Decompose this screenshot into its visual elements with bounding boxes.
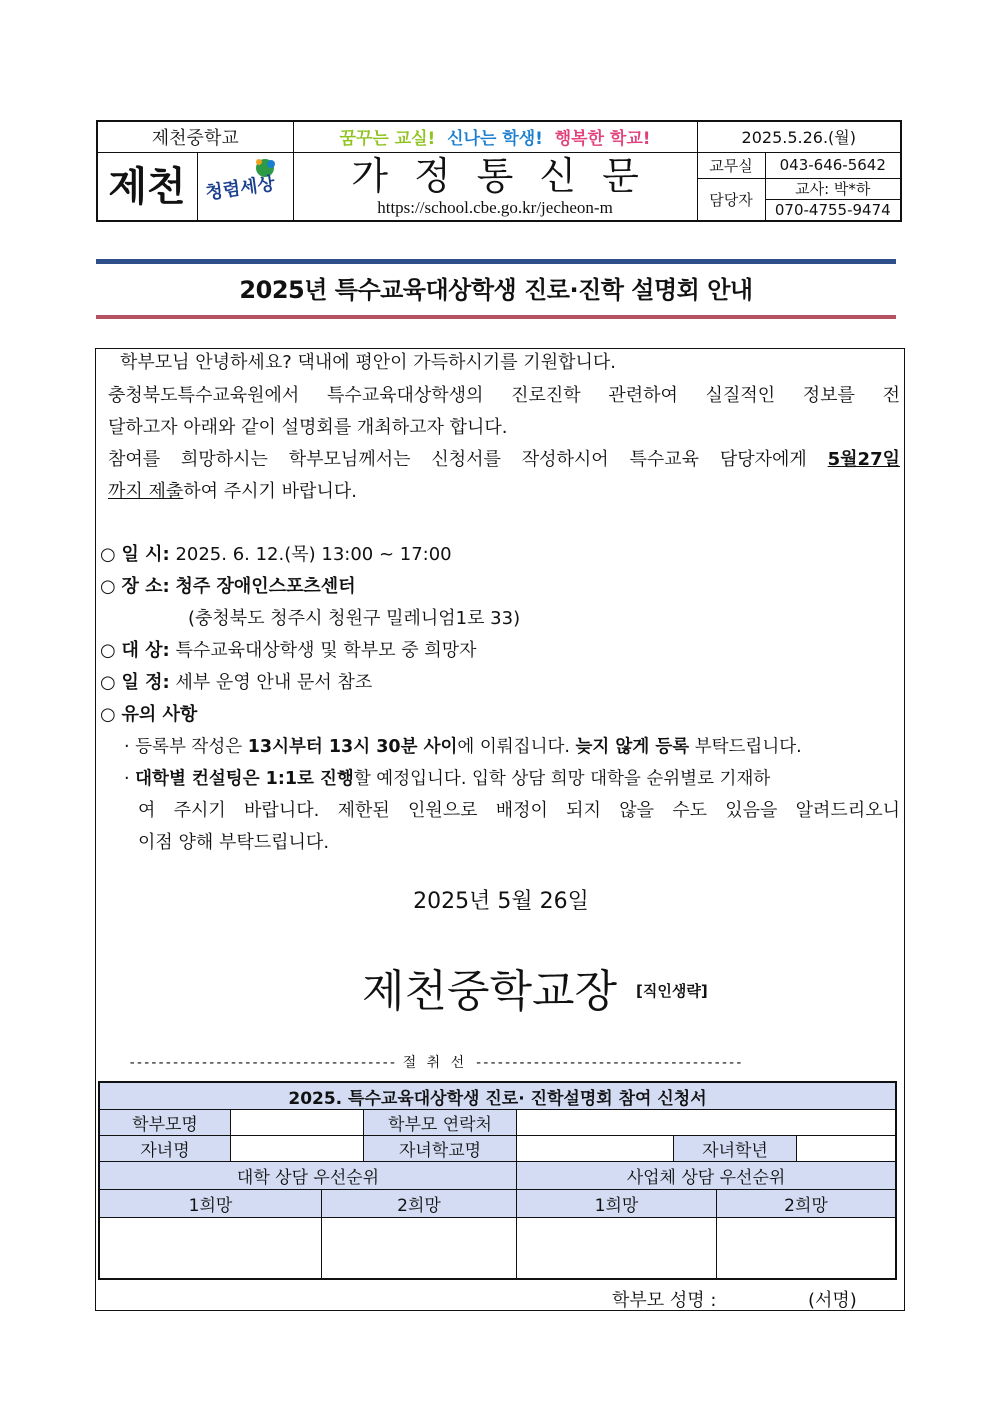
place-label: 장 소: [121,576,170,597]
office-phone: 043-646-5642 [765,152,901,178]
signature-suffix: (서명) [808,1290,857,1311]
intro-line-2: 충청북도특수교육원에서 특수교육대상학생의 진로진학 관련하여 실질적인 정보를 전 [108,385,900,406]
integrity-logo-text: 청렴세상 [204,173,277,205]
notes-label: 유의 사항 [121,704,198,725]
time-label: 일 시: [121,544,170,565]
place-value: 청주 장애인스포츠센터 [175,576,356,597]
note-1-d: 늦지 않게 등록 [575,737,690,757]
bullet-circle-icon: ○ [100,672,116,693]
note-bullet-icon: · [124,769,130,789]
company-choice-2-label: 2희망 [717,1190,895,1218]
note-1-a: 등록부 작성은 [135,737,248,757]
school-logo [97,152,197,221]
integrity-logo-icon [205,154,285,214]
target-value: 특수교육대상학생 및 학부모 중 희망자 [175,640,477,661]
issue-date: 2025.5.26.(월) [697,121,901,152]
cut-line-label: 절 취 선 [402,1055,468,1071]
title-cell [293,152,697,221]
contact-label: 담당자 [697,178,765,221]
newsletter-title: 가정통신문 [351,154,665,199]
heading-bottom-bar [96,315,896,319]
parent-contact-label: 학부모 연락처 [364,1110,517,1136]
notice-heading: 2025년 특수교육대상학생 진로·진학 설명회 안내 [239,276,753,304]
school-name: 제천중학교 [97,121,293,152]
intro-line-4-text: 참여를 희망하시는 학부모님께서는 신청서를 작성하시어 특수교육 담당자에게 [108,449,828,470]
intro-greeting: 학부모님 안녕하세요? 댁내에 평안이 가득하시기를 기원합니다. [120,352,616,373]
newsletter-header [96,120,902,222]
detail-place [100,576,356,598]
heading-top-bar [96,259,896,264]
form-title: 2025. 특수교육대상학생 진로· 진학설명회 참여 신청서 [100,1083,895,1110]
note-2-b: 할 예정입니다. 입학 상담 희망 대학을 순위별로 기재하 [353,769,771,789]
intro-line-3: 달하고자 아래와 같이 설명회를 개최하고자 합니다. [108,417,508,438]
parent-signature-line [612,1286,857,1312]
univ-choice-2-label: 2희망 [322,1190,517,1218]
place-address: (충청북도 청주시 청원구 밀레니엄1로 33) [188,608,521,629]
company-choice-1-label: 1희망 [517,1190,717,1218]
detail-notes [100,704,197,726]
school-logo-glyph: 제천 [108,163,186,211]
univ-choice-1-label: 1희망 [100,1190,322,1218]
contact-teacher: 교사: 박*하 [766,179,901,200]
slogan-part-2: 신나는 학생! [447,129,543,150]
seal-omitted-note: [직인생략] [636,982,708,1000]
deadline-submit: 까지 제출 [108,481,184,502]
school-slogan [293,121,697,152]
intro-line-5 [108,481,357,503]
intro-line-5-text: 하여 주시기 바랍니다. [183,481,357,502]
parent-contact-input[interactable] [517,1110,895,1136]
univ-priority-label: 대학 상담 우선순위 [100,1162,517,1190]
contact-phone: 070-4755-9474 [774,200,891,219]
company-choice-1-input[interactable] [517,1218,717,1278]
detail-target [100,640,477,662]
parent-name-label: 학부모명 [100,1110,231,1136]
signature-label: 학부모 성명 : [612,1290,717,1311]
detail-schedule [100,672,372,694]
target-label: 대 상: [121,640,170,661]
note-1-c: 에 이뤄집니다. [457,737,576,757]
schedule-label: 일 정: [121,672,170,693]
school-url[interactable]: https://school.cbe.go.kr/jecheon-m [377,198,613,218]
note-1 [124,736,802,758]
application-form [98,1081,897,1280]
bullet-circle-icon: ○ [100,704,116,725]
intro-line-4 [108,449,900,471]
child-grade-label: 자녀학년 [674,1136,797,1162]
company-choice-2-input[interactable] [717,1218,895,1278]
detail-time [100,544,452,566]
principal-name: 제천중학교장 [362,966,618,1017]
note-1-e: 부탁드립니다. [689,737,802,757]
child-name-label: 자녀명 [100,1136,231,1162]
company-priority-label: 사업체 상담 우선순위 [517,1162,895,1190]
cut-line-dashes-left: ------------------------------------- [128,1055,396,1071]
note-2-a: 대학별 컨설팅은 1:1로 진행 [135,769,354,789]
child-grade-input[interactable] [797,1136,895,1162]
parent-name-input[interactable] [231,1110,364,1136]
school-logo-icon [108,154,186,214]
note-bullet-icon: · [124,737,130,757]
issue-date-footer: 2025년 5월 26일 [413,889,589,914]
note-2-line-2: 여 주시기 바랍니다. 제한된 인원으로 배정이 되지 않을 수도 있음을 알려드리오니 [138,800,900,821]
contact-cell [765,178,901,221]
bullet-circle-icon: ○ [100,576,116,597]
bullet-circle-icon: ○ [100,544,116,565]
child-name-input[interactable] [231,1136,364,1162]
child-school-input[interactable] [517,1136,674,1162]
slogan-part-1: 꿈꾸는 교실! [339,129,436,150]
note-1-b: 13시부터 13시 30분 사이 [247,737,458,757]
office-label: 교무실 [697,152,765,178]
note-2-line-3: 이점 양해 부탁드립니다. [138,832,330,853]
cut-line-dashes-right: ------------------------------------- [474,1055,742,1071]
time-value: 2025. 6. 12.(목) 13:00 ~ 17:00 [175,544,452,565]
child-school-label: 자녀학교명 [364,1136,517,1162]
univ-choice-1-input[interactable] [100,1218,322,1278]
bullet-circle-icon: ○ [100,640,116,661]
cut-line [128,1052,874,1072]
schedule-value: 세부 운영 안내 문서 참조 [175,672,373,693]
note-2 [124,768,770,790]
deadline-date: 5월27일 [827,449,900,470]
integrity-logo [197,152,293,221]
univ-choice-2-input[interactable] [322,1218,517,1278]
slogan-part-3: 행복한 학교! [554,129,651,150]
